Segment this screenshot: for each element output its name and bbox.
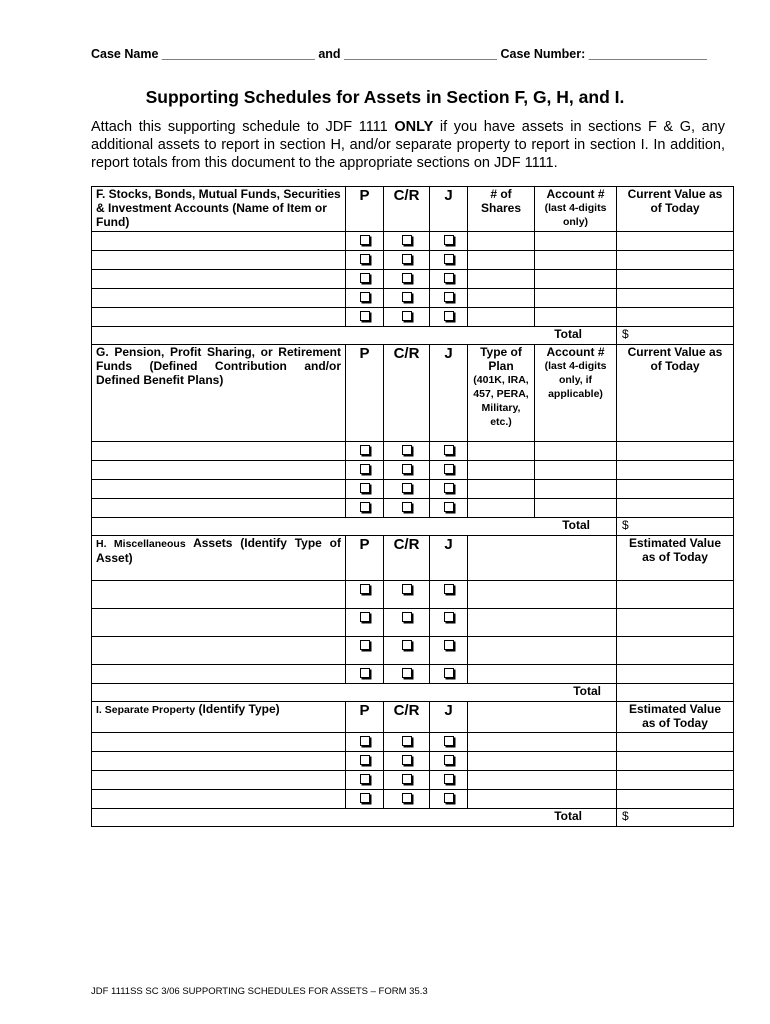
section-f-label: F. Stocks, Bonds, Mutual Funds, Securities & Investment Accounts (Name of Item or Fund) (92, 187, 346, 232)
value-cell[interactable] (617, 609, 734, 637)
second-party-field[interactable]: ______________________ (344, 47, 497, 61)
p-checkbox[interactable] (360, 774, 370, 784)
cr-checkbox[interactable] (402, 612, 412, 622)
table-row (92, 308, 734, 327)
value-cell[interactable] (617, 752, 734, 771)
item-name-cell[interactable] (92, 665, 346, 684)
cr-checkbox[interactable] (402, 502, 412, 512)
table-row (92, 581, 734, 609)
value-cell[interactable] (617, 232, 734, 251)
value-cell[interactable] (617, 251, 734, 270)
j-checkbox[interactable] (444, 292, 454, 302)
item-name-cell[interactable] (92, 790, 346, 809)
cr-checkbox-cell (384, 771, 430, 790)
item-name-cell[interactable] (92, 308, 346, 327)
p-checkbox[interactable] (360, 292, 370, 302)
item-name-cell[interactable] (92, 232, 346, 251)
section-i-blank-header (468, 702, 617, 733)
section-h-header (92, 536, 734, 581)
col-shares: # of Shares (468, 187, 535, 232)
col-p: P (346, 536, 384, 581)
item-name-cell[interactable] (92, 270, 346, 289)
j-checkbox-cell (430, 609, 468, 637)
cr-checkbox[interactable] (402, 755, 412, 765)
value-cell[interactable] (617, 442, 734, 461)
page-title: Supporting Schedules for Assets in Section F, G, H, and I. (145, 87, 625, 107)
section-h-blank-header (468, 536, 617, 581)
detail-cell[interactable] (468, 270, 535, 289)
value-cell[interactable] (617, 790, 734, 809)
p-checkbox-cell (346, 581, 384, 609)
section-i-total-row (92, 809, 734, 827)
table-row (92, 609, 734, 637)
account-cell[interactable] (535, 232, 617, 251)
cr-checkbox-cell (384, 308, 430, 327)
cr-checkbox[interactable] (402, 640, 412, 650)
j-checkbox[interactable] (444, 464, 454, 474)
table-row (92, 270, 734, 289)
col-j: J (430, 187, 468, 232)
section-f-total-label: Total (92, 327, 617, 345)
detail-cell[interactable] (468, 752, 617, 771)
table-row (92, 752, 734, 771)
cr-checkbox[interactable] (402, 736, 412, 746)
table-row (92, 232, 734, 251)
j-checkbox-cell (430, 270, 468, 289)
col-value: Current Value as of Today (617, 187, 734, 232)
cr-checkbox-cell (384, 637, 430, 665)
col-p: P (346, 702, 384, 733)
intro-text-before: Attach this supporting schedule to JDF 1111 (91, 119, 395, 135)
detail-cell[interactable] (468, 771, 617, 790)
col-cr: C/R (384, 702, 430, 733)
account-cell[interactable] (535, 289, 617, 308)
p-checkbox[interactable] (360, 254, 370, 264)
j-checkbox-cell (430, 461, 468, 480)
value-cell[interactable] (617, 461, 734, 480)
cr-checkbox[interactable] (402, 464, 412, 474)
col-value: Estimated Value as of Today (617, 702, 734, 733)
col-value: Current Value as of Today (617, 345, 734, 442)
value-cell[interactable] (617, 637, 734, 665)
detail-cell[interactable] (468, 442, 535, 461)
j-checkbox[interactable] (444, 793, 454, 803)
cr-checkbox[interactable] (402, 774, 412, 784)
cr-checkbox[interactable] (402, 273, 412, 283)
p-checkbox[interactable] (360, 483, 370, 493)
col-plan-type (468, 345, 535, 442)
case-name-field[interactable]: ______________________ (161, 47, 315, 61)
item-name-cell[interactable] (92, 609, 346, 637)
section-g-total-row (92, 518, 734, 536)
p-checkbox[interactable] (360, 612, 370, 622)
value-cell[interactable] (617, 499, 734, 518)
table-row (92, 289, 734, 308)
table-row (92, 461, 734, 480)
j-checkbox-cell (430, 752, 468, 771)
j-checkbox-cell (430, 442, 468, 461)
section-h-label-small: H. Miscellaneous (96, 538, 186, 550)
p-checkbox[interactable] (360, 235, 370, 245)
item-name-cell[interactable] (92, 581, 346, 609)
col-account-sub: (last 4-digits only) (544, 202, 607, 228)
col-j: J (430, 702, 468, 733)
cr-checkbox-cell (384, 665, 430, 684)
p-checkbox[interactable] (360, 793, 370, 803)
j-checkbox-cell (430, 637, 468, 665)
value-cell[interactable] (617, 308, 734, 327)
cr-checkbox-cell (384, 480, 430, 499)
j-checkbox[interactable] (444, 445, 454, 455)
section-f-total-row (92, 327, 734, 345)
j-checkbox[interactable] (444, 774, 454, 784)
table-row (92, 790, 734, 809)
cr-checkbox[interactable] (402, 668, 412, 678)
intro-emphasis: ONLY (394, 119, 434, 135)
table-row (92, 665, 734, 684)
detail-cell[interactable] (468, 609, 617, 637)
intro-text-after: if you have assets in sections F & G, any additional assets to report in section H, and/or separate property to report in section I. In addition, report totals from this document to the appropriate sections on JDF 1111. (91, 119, 725, 171)
j-checkbox[interactable] (444, 273, 454, 283)
account-cell[interactable] (535, 480, 617, 499)
item-name-cell[interactable] (92, 499, 346, 518)
j-checkbox[interactable] (444, 235, 454, 245)
col-value: Estimated Value as of Today (617, 536, 734, 581)
col-account-sub: (last 4-digits only, if applicable) (544, 360, 607, 400)
col-j: J (430, 536, 468, 581)
account-cell[interactable] (535, 499, 617, 518)
p-checkbox-cell (346, 499, 384, 518)
value-cell[interactable] (617, 270, 734, 289)
section-i-label-small: I. Separate Property (96, 704, 196, 716)
cr-checkbox[interactable] (402, 584, 412, 594)
p-checkbox[interactable] (360, 736, 370, 746)
cr-checkbox-cell (384, 442, 430, 461)
p-checkbox[interactable] (360, 668, 370, 678)
cr-checkbox[interactable] (402, 793, 412, 803)
p-checkbox-cell (346, 752, 384, 771)
value-cell[interactable] (617, 581, 734, 609)
section-i-header (92, 702, 734, 733)
value-cell[interactable] (617, 480, 734, 499)
detail-cell[interactable] (468, 461, 535, 480)
col-cr: C/R (384, 345, 430, 442)
case-number-label: Case Number: (500, 47, 586, 61)
detail-cell[interactable] (468, 790, 617, 809)
p-checkbox[interactable] (360, 502, 370, 512)
col-account (535, 187, 617, 232)
p-checkbox-cell (346, 665, 384, 684)
form-footer: JDF 1111SS SC 3/06 SUPPORTING SCHEDULES FOR ASSETS – FORM 35.3 (91, 986, 428, 997)
account-cell[interactable] (535, 251, 617, 270)
section-h-total-label: Total (92, 684, 617, 702)
cr-checkbox-cell (384, 733, 430, 752)
p-checkbox[interactable] (360, 464, 370, 474)
detail-cell[interactable] (468, 308, 535, 327)
item-name-cell[interactable] (92, 461, 346, 480)
section-i-label-main: (Identify Type) (195, 702, 280, 716)
detail-cell[interactable] (468, 232, 535, 251)
section-i-total-label: Total (92, 809, 617, 827)
p-checkbox[interactable] (360, 445, 370, 455)
case-number-field[interactable]: _________________ (588, 47, 707, 61)
table-row (92, 771, 734, 790)
j-checkbox[interactable] (444, 640, 454, 650)
account-cell[interactable] (535, 270, 617, 289)
section-h-label (92, 536, 346, 581)
j-checkbox[interactable] (444, 483, 454, 493)
detail-cell[interactable] (468, 499, 535, 518)
table-row (92, 499, 734, 518)
p-checkbox[interactable] (360, 755, 370, 765)
cr-checkbox-cell (384, 581, 430, 609)
cr-checkbox-cell (384, 289, 430, 308)
section-h-total-row (92, 684, 734, 702)
col-p: P (346, 345, 384, 442)
j-checkbox-cell (430, 232, 468, 251)
section-f-header (92, 187, 734, 232)
cr-checkbox-cell (384, 461, 430, 480)
j-checkbox-cell (430, 771, 468, 790)
item-name-cell[interactable] (92, 442, 346, 461)
value-cell[interactable] (617, 665, 734, 684)
col-cr: C/R (384, 187, 430, 232)
j-checkbox[interactable] (444, 736, 454, 746)
p-checkbox-cell (346, 232, 384, 251)
table-row (92, 733, 734, 752)
case-name-label: Case Name (91, 47, 159, 61)
j-checkbox-cell (430, 790, 468, 809)
j-checkbox-cell (430, 665, 468, 684)
section-g-total-value[interactable]: $ (617, 518, 734, 536)
value-cell[interactable] (617, 771, 734, 790)
j-checkbox[interactable] (444, 668, 454, 678)
p-checkbox[interactable] (360, 640, 370, 650)
item-name-cell[interactable] (92, 480, 346, 499)
p-checkbox[interactable] (360, 584, 370, 594)
cr-checkbox-cell (384, 251, 430, 270)
item-name-cell[interactable] (92, 637, 346, 665)
p-checkbox-cell (346, 771, 384, 790)
p-checkbox-cell (346, 289, 384, 308)
j-checkbox-cell (430, 733, 468, 752)
item-name-cell[interactable] (92, 251, 346, 270)
value-cell[interactable] (617, 733, 734, 752)
p-checkbox-cell (346, 270, 384, 289)
j-checkbox[interactable] (444, 755, 454, 765)
and-label: and (318, 47, 341, 61)
section-h-total-value[interactable] (617, 684, 734, 702)
cr-checkbox[interactable] (402, 254, 412, 264)
col-p: P (346, 187, 384, 232)
p-checkbox-cell (346, 480, 384, 499)
col-cr: C/R (384, 536, 430, 581)
p-checkbox-cell (346, 308, 384, 327)
detail-cell[interactable] (468, 665, 617, 684)
account-cell[interactable] (535, 442, 617, 461)
cr-checkbox-cell (384, 609, 430, 637)
table-row (92, 251, 734, 270)
cr-checkbox-cell (384, 752, 430, 771)
j-checkbox-cell (430, 581, 468, 609)
p-checkbox[interactable] (360, 311, 370, 321)
p-checkbox-cell (346, 609, 384, 637)
detail-cell[interactable] (468, 637, 617, 665)
col-plan-type-sub: (401K, IRA, 457, PERA, Military, etc.) (473, 374, 529, 428)
detail-cell[interactable] (468, 289, 535, 308)
table-row (92, 637, 734, 665)
table-row (92, 480, 734, 499)
col-account (535, 345, 617, 442)
cr-checkbox-cell (384, 790, 430, 809)
section-g-label: G. Pension, Profit Sharing, or Retirement Funds (Defined Contribution and/or Defined Benefit Plans) (92, 345, 346, 442)
item-name-cell[interactable] (92, 733, 346, 752)
j-checkbox[interactable] (444, 502, 454, 512)
j-checkbox-cell (430, 480, 468, 499)
account-cell[interactable] (535, 461, 617, 480)
section-i-label (92, 702, 346, 733)
detail-cell[interactable] (468, 251, 535, 270)
p-checkbox[interactable] (360, 273, 370, 283)
p-checkbox-cell (346, 461, 384, 480)
asset-schedule-table (91, 186, 734, 827)
p-checkbox-cell (346, 790, 384, 809)
item-name-cell[interactable] (92, 771, 346, 790)
p-checkbox-cell (346, 637, 384, 665)
section-g-header (92, 345, 734, 442)
item-name-cell[interactable] (92, 752, 346, 771)
j-checkbox[interactable] (444, 584, 454, 594)
cr-checkbox[interactable] (402, 311, 412, 321)
section-h-label-main: Assets (Identify Type of Asset) (96, 536, 341, 565)
table-row (92, 442, 734, 461)
j-checkbox[interactable] (444, 254, 454, 264)
section-i-total-value[interactable]: $ (617, 809, 734, 827)
p-checkbox-cell (346, 251, 384, 270)
cr-checkbox-cell (384, 499, 430, 518)
col-account-main: Account # (546, 187, 605, 201)
cr-checkbox[interactable] (402, 292, 412, 302)
detail-cell[interactable] (468, 480, 535, 499)
cr-checkbox-cell (384, 232, 430, 251)
detail-cell[interactable] (468, 733, 617, 752)
j-checkbox-cell (430, 308, 468, 327)
p-checkbox-cell (346, 442, 384, 461)
case-header (91, 47, 707, 61)
j-checkbox[interactable] (444, 311, 454, 321)
value-cell[interactable] (617, 289, 734, 308)
col-plan-type-main: Type of Plan (480, 345, 522, 373)
j-checkbox-cell (430, 289, 468, 308)
j-checkbox[interactable] (444, 612, 454, 622)
cr-checkbox[interactable] (402, 235, 412, 245)
cr-checkbox[interactable] (402, 445, 412, 455)
j-checkbox-cell (430, 499, 468, 518)
cr-checkbox-cell (384, 270, 430, 289)
col-account-main: Account # (546, 345, 605, 359)
col-j: J (430, 345, 468, 442)
j-checkbox-cell (430, 251, 468, 270)
detail-cell[interactable] (468, 581, 617, 609)
section-g-total-label: Total (92, 518, 617, 536)
section-f-total-value[interactable]: $ (617, 327, 734, 345)
p-checkbox-cell (346, 733, 384, 752)
cr-checkbox[interactable] (402, 483, 412, 493)
account-cell[interactable] (535, 308, 617, 327)
item-name-cell[interactable] (92, 289, 346, 308)
intro-paragraph (91, 118, 725, 172)
